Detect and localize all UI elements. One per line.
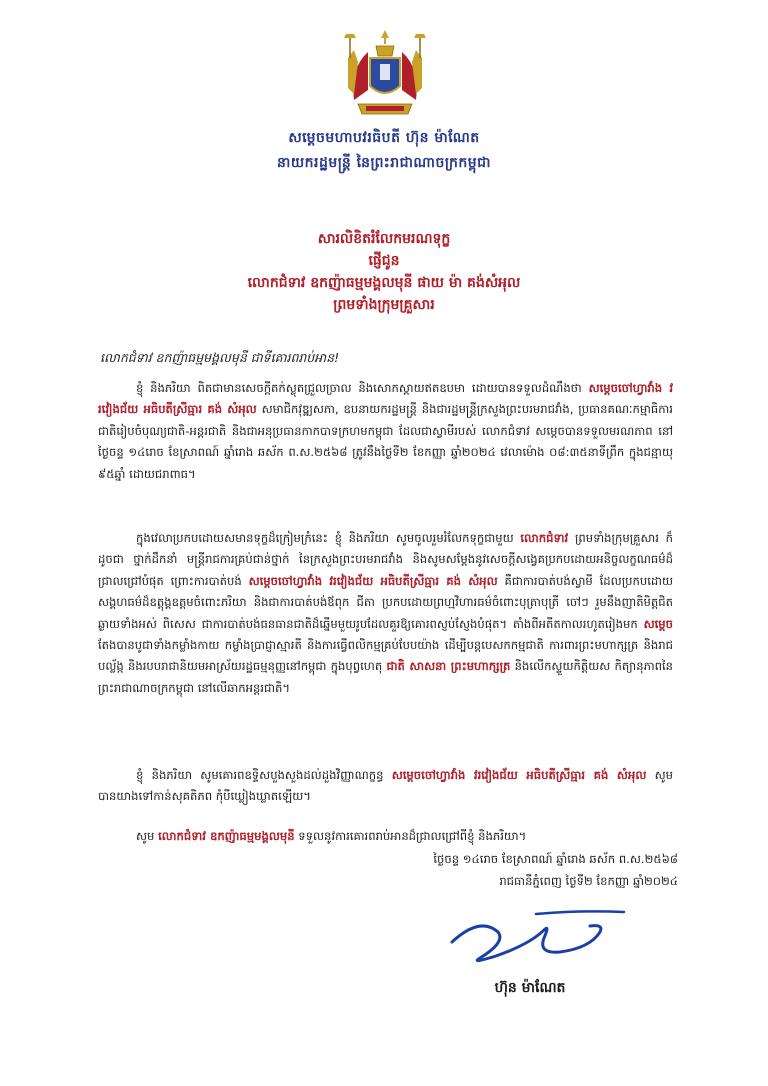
paragraph-2 (98, 528, 673, 699)
paragraph-2-addressee: លោកជំទាវ (520, 531, 569, 545)
heading-line-1: សារលិខិតរំលែកមរណទុក្ខ (317, 231, 451, 247)
lunar-date: ថ្ងៃចន្ទ ១៤រោច ខែស្រាពណ៍ ឆ្នាំរោង ឆស័ក ព.ស.២៥៦៨ (433, 852, 678, 866)
paragraph-1-text-b: សមាជិកវុឌ្ឍសភា, ឧបនាយករដ្ឋមន្ត្រី និងជារដ្ឋមន្ត្រីក្រសួងព្រះបរមរាជវាំង, ប្រធានគណៈកម្មាធិការជាតិរៀបចំបុណ្យជាតិ-អន្តរជាតិ និងជាអនុប្រធានកាកបាទក្រហមកម្ពុជា ដែលជាស្វាមីរបស់ លោកជំទាវ សម្តេចបានទទួលមរណភាព នៅថ្ងៃចន្ទ ១៤រោច ខែស្រាពណ៍ ឆ្នាំរោង ឆស័ក ព.ស.២៥៦៨ ត្រូវនឹងថ្ងៃទី២ ខែកញ្ញា ឆ្នាំ២០២៤ វេលាម៉ោង ០៨:៣៥នាទីព្រឹក ក្នុងជន្មាយុ ៩៥ឆ្នាំ ដោយជរាពាធ។ (98, 402, 673, 481)
paragraph-1-text-a: ខ្ញុំ និងភរិយា ពិតជាមានសេចក្តីតក់ស្លុតជ្រួលច្រាល និងសោកស្តាយឥតឧបមា ដោយបានទទួលដំណឹងថា (136, 381, 582, 395)
paragraph-4-addressee: លោកជំទាវ ឧកញ៉ាធម្មមង្គលមុនី (158, 829, 295, 843)
paragraph-2-text-b: ព្រមទាំងក្រុមគ្រួសារ ក៏ដូចជា ថ្នាក់ដឹកនាំ មន្ត្រីរាជការគ្រប់ជាន់ថ្នាក់ នៃក្រសួងព្រះបរមរាជវាំង និងសូមសម្តែងនូវសេចក្តីសង្វេគប្រកបដោយអនិច្ចលក្ខណធម៌ដ៏ជ្រាលជ្រៅបំផុត ព្រោះការបាត់បង់ (98, 531, 673, 588)
place-and-solar-date: រាជធានីភ្នំពេញ ថ្ងៃទី២ ខែកញ្ញា ឆ្នាំ២០២៤ (499, 874, 678, 888)
paragraph-1 (98, 378, 673, 485)
author-block (0, 128, 768, 174)
handwritten-signature (440, 902, 630, 970)
heading-line-4: ព្រមទាំងក្រុមគ្រួសារ (333, 297, 435, 313)
paragraph-3 (98, 765, 673, 808)
paragraph-2-text-c: គឺជាការបាត់បង់ស្វាមី ដែលប្រកបដោយសង្គហធម៌ដ៏ឧត្តុង្គឧត្តមចំពោះភរិយា និងជាការបាត់បង់ឪពុក ជីតា ប្រកបដោយព្រហ្មវិហារធម៌ចំពោះបុត្រាបុត្រី ចៅៗ រួមនឹងញាតិមិត្តជិតឆ្ងាយទាំងអស់ ពិសេស ជាការបាត់បង់ធនធានជាតិដ៏ឆ្នើមមួយរូបដែលគួរឱ្យគោរពស្ញប់ស្ញែងបំផុត។ តាំងពីអតីតកាលរហូតរៀងមក (98, 573, 673, 631)
salutation: លោកជំទាវ ឧកញ៉ាធម្មមង្គលមុនី ជាទីគោរពរាប់អាន! (100, 350, 340, 365)
paragraph-3-deceased-name: សម្តេចចៅហ្វាវាំង វរវៀងជ័យ អធិបតីស្រីធ្មារ គង់ សំអុល (391, 768, 647, 782)
paragraph-2-motto: ជាតិ សាសនា ព្រះមហាក្សត្រ (386, 659, 511, 674)
signer-name: ហ៊ុន ម៉ាណែត (494, 980, 566, 996)
royal-coat-of-arms-emblem (340, 28, 430, 120)
heading-line-3: លោកជំទាវ ឧកញ៉ាធម្មមង្គលមុនី ផាយ ម៉ា គង់សំអុល (247, 275, 521, 291)
paragraph-2-text-d: តែងបានបូជាទាំងកម្លាំងកាយ កម្លាំងប្រាជ្ញាស្មារតី និងការធ្វើពលិកម្មគ្រប់បែបយ៉ាង ដើម្បីបន្តបេសកកម្មជាតិ ការពារព្រះមហាក្សត្រ និងរាជបល្ល័ង្ក និងរបបរាជានិយមអាស្រ័យរដ្ឋធម្មនុញ្ញនៅកម្ពុជា ក្នុងបុព្វហេតុ (98, 638, 673, 674)
paragraph-4-text-a: សូម (136, 829, 155, 843)
paragraph-2-deceased-name: សម្តេចចៅហ្វាវាំង វរវៀងជ័យ អធិបតីស្រីធ្មារ គង់ សំអុល (248, 573, 498, 588)
paragraph-4-text-b: ទទួលនូវការគោរពរាប់អានដ៏ជ្រាលជ្រៅពីខ្ញុំ និងភរិយា។ (298, 829, 527, 843)
paragraph-1-deceased-name: សម្តេចចៅហ្វាវាំង វរវៀងជ័យ អធិបតីស្រីធ្មារ គង់ សំអុល (98, 381, 674, 417)
heading-line-2: ផ្ញើជូន (368, 253, 400, 269)
paragraph-3-text-b: សូមបានយាងទៅកាន់សុគតិភព កុំបីឃ្លៀងឃ្លាតឡើយ។ (98, 768, 673, 804)
paragraph-2-text-a: ក្នុងវេលាប្រកបដោយសមានទុក្ខដ៏ក្រៀមក្រំនេះ ខ្ញុំ និងភរិយា សូមចូលរួមរំលែកទុក្ខជាមួយ (136, 531, 514, 545)
paragraph-3-text-a: ខ្ញុំ និងភរិយា សូមគោរពឧទ្ទិសបួងសួងដល់ដួងវិញ្ញាណក្ខន្ធ (136, 768, 384, 782)
paragraph-2-title: សម្តេច (643, 616, 673, 631)
author-title: នាយករដ្ឋមន្ត្រី នៃព្រះរាជាណាចក្រកម្ពុជា (276, 155, 492, 171)
paragraph-4 (98, 826, 673, 847)
author-name: សម្តេចមហាបវរធិបតី ហ៊ុន ម៉ាណែត (288, 130, 480, 146)
paragraph-2-text-e: និងលើកស្ទួយកិត្តិយស កិត្យានុភាពនៃព្រះរាជាណាចក្រកម្ពុជា នៅលើឆាកអន្តរជាតិ។ (98, 659, 674, 695)
letter-heading (0, 228, 768, 316)
